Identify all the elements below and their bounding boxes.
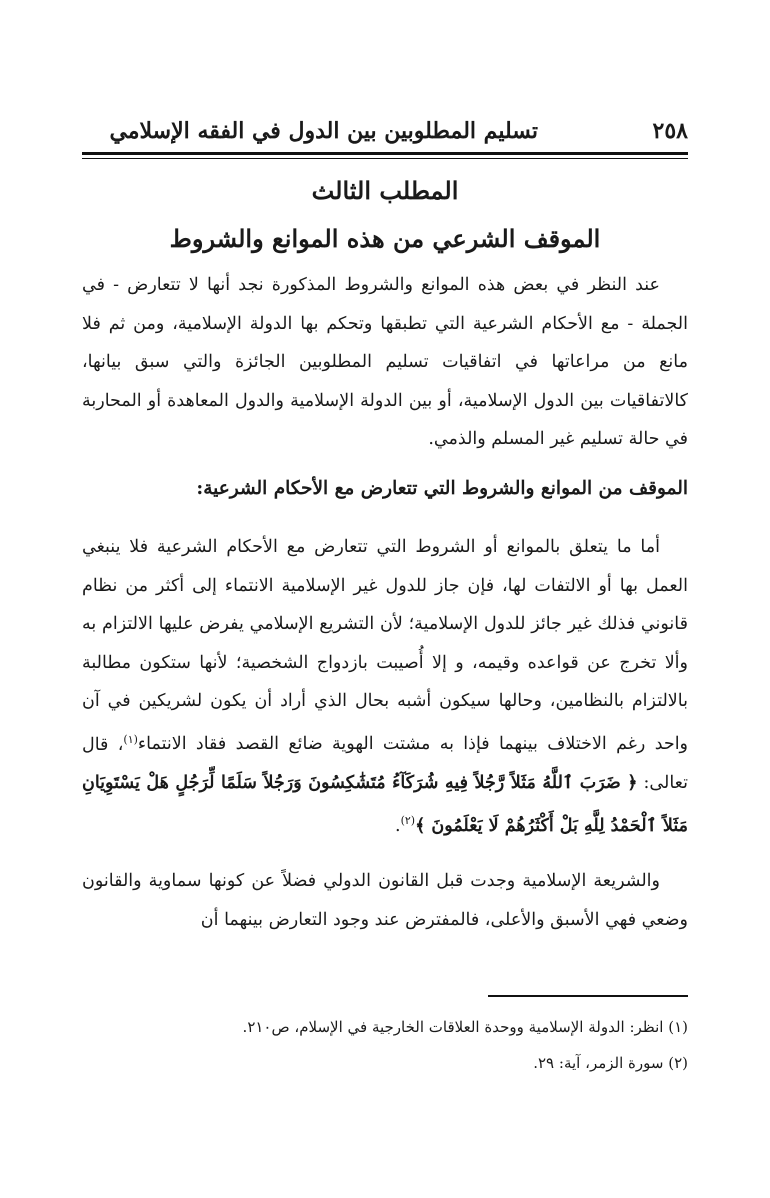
running-title: تسليم المطلوبين بين الدول في الفقه الإسلامي — [109, 118, 538, 144]
paragraph-intro — [82, 266, 688, 459]
footnote-1: (١) انظر: الدولة الإسلامية ووحدة العلاقات الخارجية في الإسلام، ص٢١٠. — [242, 1018, 688, 1036]
paragraph-conflict-end: . — [394, 816, 401, 837]
page-number: ٢٥٨ — [652, 118, 688, 144]
paragraph-sharia — [82, 862, 688, 939]
quran-verse: ﴿ ضَرَبَ ٱللَّهُ مَثَلاً رَّجُلاً فِيهِ شُرَكَآءُ مُتَشَٰكِسُونَ وَرَجُلاً سَلَمًا لِّرَجُلٍ هَلْ يَسْتَوِيَانِ مَثَلاً ٱلْحَمْدُ لِلَّهِ بَلْ أَكْثَرُهُمْ لَا يَعْلَمُونَ ﴾ — [82, 772, 688, 837]
quran-lead: ، قال تعالى: — [82, 734, 688, 793]
running-header — [82, 112, 688, 152]
subsection-heading: الموقف من الموانع والشروط التي تتعارض مع الأحكام الشرعية: — [196, 478, 688, 499]
footnote-ref-2: (٢) — [400, 814, 416, 828]
footnote-ref-1: (١) — [123, 732, 138, 746]
footnote-rule — [488, 995, 688, 997]
section-title: المطلب الثالث — [311, 176, 459, 205]
paragraph-conflict-text: أما ما يتعلق بالموانع أو الشروط التي تتعارض مع الأحكام الشرعية فلا ينبغي العمل بها أو الالتفات لها، فإن جاز للدول غير الإسلامية الانتماء إلى أكثر من نظام قانوني فذلك غير جائز للدول الإسلامية؛ لأن التشريع الإسلامي يفرض عليها الالتزام به وألا تخرج عن قواعده وقيمه، و إلا أُصيبت بازدواج الشخصية؛ لأنها ستكون مطالبة بالالتزام بالنظامين، وحالها سيكون أشبه بحال الذي أراد أن يكون لشريكين في آن واحد رغم الاختلاف بينهما فإذا به مشتت الهوية ضائع القصد فقاد الانتماء — [82, 537, 689, 755]
footnote-2: (٢) سورة الزمر، آية: ٢٩. — [533, 1054, 688, 1072]
paragraph-sharia-text: والشريعة الإسلامية وجدت قبل القانون الدولي فضلاً عن كونها سماوية والقانون وضعي فهي الأسبق والأعلى، فالمفترض عند وجود التعارض بينهما أن — [82, 871, 688, 930]
section-subtitle: الموقف الشرعي من هذه الموانع والشروط — [169, 224, 601, 253]
header-rule — [82, 152, 688, 155]
paragraph-intro-text: عند النظر في بعض هذه الموانع والشروط المذكورة نجد أنها لا تتعارض - في الجملة - مع الأحكام الشرعية التي تطبقها وتحكم بها الدولة الإسلامية، ومن ثم فلا مانع من مراعاتها في اتفاقيات تسليم المطلوبين الجائزة والتي سبق بيانها، كالاتفاقيات بين الدول الإسلامية، أو بين الدولة الإسلامية والدول المعاهدة أو المحاربة في حالة تسليم غير المسلم والذمي. — [82, 275, 688, 449]
header-rule-thin — [82, 158, 688, 159]
paragraph-conflict — [82, 528, 688, 846]
